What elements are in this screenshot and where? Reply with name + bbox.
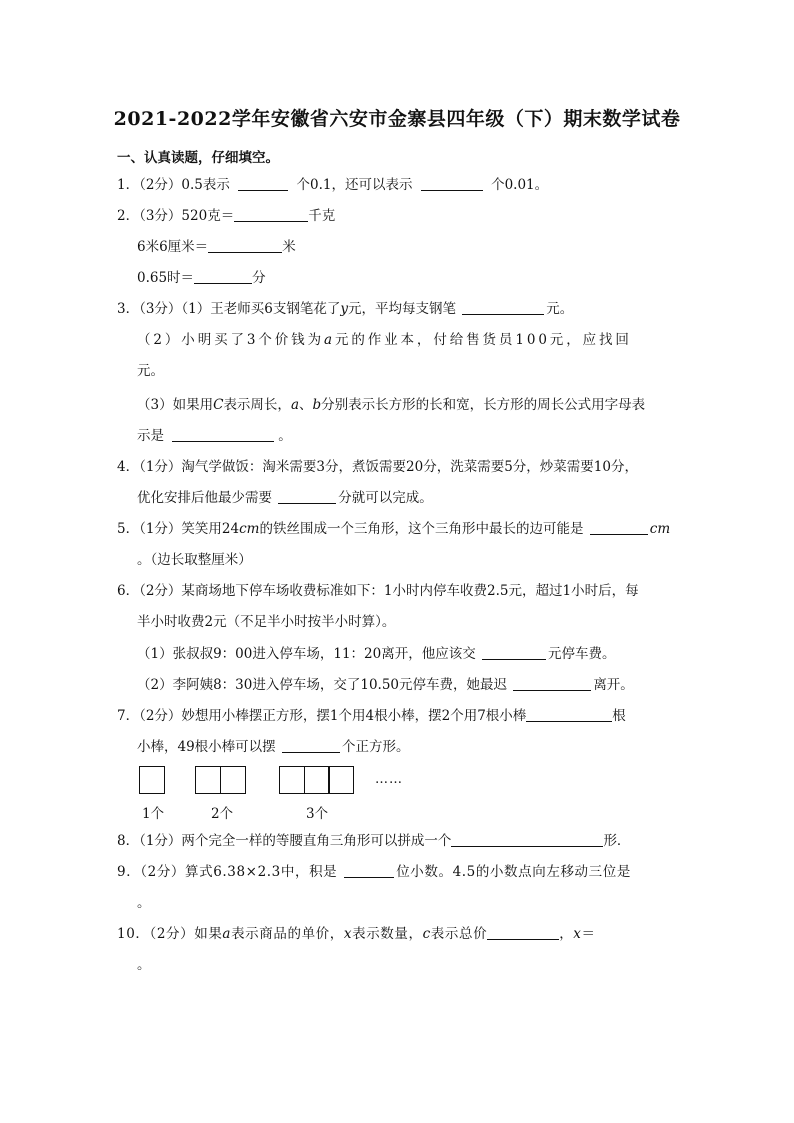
question-2c [137,268,266,288]
q6-text: （2）李阿姨8：30进入停车场，交了10.50元停车费，她最迟 [137,677,508,693]
question-1 [117,175,548,195]
figure-label: 1个 [142,806,165,822]
q3-text: （2）小明买了3个价钱为 [137,332,324,348]
variable-a: a [290,397,299,413]
answer-blank[interactable] [238,176,288,191]
q1-text: 个0.01。 [491,177,549,193]
q3-text: 表示周长， [223,397,291,413]
q7-text: 个正方形。 [341,739,410,755]
square-figure-2 [195,766,244,796]
variable-a: a [323,332,335,348]
question-3b [137,330,632,350]
square-figure-3 [279,766,353,796]
answer-blank[interactable] [421,176,483,191]
q3-text: 示是 [137,428,164,444]
q7-text: 根 [612,708,626,724]
question-6c [137,644,616,664]
question-5b [137,550,252,570]
q4-text: 4．（1分）淘气学做饭：淘米需要3分，煮饭需要20分，洗菜需要5分，炒菜需要10分， [117,459,638,475]
question-10b [137,955,151,975]
answer-blank[interactable] [278,489,336,504]
question-2b [137,237,296,257]
q10-text: 表示总价 [430,926,488,942]
q5-text: 的铁丝围成一个三角形，这个三角形中最长的边可能是 [259,521,584,537]
ellipsis: …… [375,772,403,787]
question-4b [137,488,433,508]
answer-blank[interactable] [194,269,252,284]
square [279,766,305,794]
variable-c: C [213,397,224,413]
question-3e [137,426,292,446]
question-6d [137,675,634,695]
q9-text: 9．（2分）算式6.38×2.3中，积是 [117,864,338,880]
question-3d [137,395,645,415]
q3-text: （3）如果用 [137,397,214,413]
unit-cm: cm [649,521,671,537]
q2-text: 2．（3分）520克＝ [117,208,235,224]
square [220,766,246,794]
q3-text: 3．（3分）（1）王老师买6支钢笔花了 [117,301,341,317]
answer-blank[interactable] [513,676,591,691]
unit-cm: cm [239,521,260,537]
q3-text: 分别表示长方形的长和宽，长方形的周长公式用字母表 [321,397,646,413]
answer-blank[interactable] [526,707,612,722]
question-10 [117,924,596,944]
q6-text: 半小时收费2元（不足半小时按半小时算）。 [137,614,396,630]
variable-x: x [573,926,582,942]
question-9 [117,862,631,882]
q9-text: 位小数。4.5的小数点向左移动三位是 [396,864,631,880]
q10-text: 表示数量， [352,926,423,942]
q10-text: ＝ [581,926,596,942]
variable-b: b [312,397,322,413]
answer-blank[interactable] [208,238,282,253]
variable-c: c [422,926,431,942]
q4-text: 分就可以完成。 [338,490,433,506]
q10-text: 。 [137,957,151,973]
square-figure-1 [139,766,164,796]
q6-text: （1）张叔叔9：00进入停车场，11：20离开，他应该交 [137,646,476,662]
q4-text: 优化安排后他最少需要 [137,490,272,506]
square [195,766,221,794]
q7-text: 小棒，49根小棒可以摆 [137,739,276,755]
question-3c [137,361,164,381]
question-5 [117,519,670,539]
answer-blank[interactable] [590,520,648,535]
question-6 [117,581,639,601]
q10-text: 10．（2分）如果 [117,926,223,942]
figure-label: 3个 [306,806,329,822]
q8-text: 形． [603,833,631,849]
section-heading: 一、认真读题，仔细填空。 [117,150,279,166]
question-7 [117,706,626,726]
q10-text: 表示商品的单价， [231,926,344,942]
answer-blank[interactable] [344,863,394,878]
answer-blank[interactable] [451,832,603,847]
answer-blank[interactable] [487,925,559,940]
variable-x: x [343,926,353,942]
q9-text: 。 [137,895,151,911]
question-4 [117,457,638,477]
answer-blank[interactable] [462,300,544,315]
q7-text: 7．（2分）妙想用小棒摆正方形，摆1个用4根小棒，摆2个用7根小棒 [117,708,527,724]
q3-text: 元。 [546,301,574,317]
question-8 [117,831,630,851]
q3-text: 元，平均每支钢笔 [348,301,456,317]
question-3 [117,299,573,319]
q6-text: 离开。 [593,677,634,693]
variable-a: a [222,926,232,942]
q2-text: 千克 [308,208,336,224]
question-9b [137,893,151,913]
variable-y: y [340,301,348,317]
q3-text: 。 [278,428,292,444]
question-6b [137,612,395,632]
q5-text: 5．（1分）笑笑用24 [117,521,240,537]
question-2 [117,206,335,226]
q2-text: 0.65时＝ [137,270,195,286]
q6-text: 6．（2分）某商场地下停车场收费标准如下：1小时内停车收费2.5元，超过1小时后，每 [117,583,639,599]
figure-label: 2个 [211,806,234,822]
answer-blank[interactable] [172,427,274,442]
q3-text: 元的作业本，付给售货员100元，应找回 [334,332,632,348]
square [328,766,354,794]
q6-text: 元停车费。 [548,646,616,662]
answer-blank[interactable] [282,738,340,753]
q10-text: ， [559,926,574,942]
question-7b [137,737,409,757]
q2-text: 6米6厘米＝ [137,239,209,255]
square [304,766,330,794]
q8-text: 8．（1分）两个完全一样的等腰直角三角形可以拼成一个 [117,833,452,849]
q1-text: 1．（2分）0.5表示 [117,177,230,193]
q1-text: 个0.1，还可以表示 [296,177,413,193]
q3-text: 元。 [137,363,164,379]
q2-text: 米 [282,239,296,255]
q2-text: 分 [252,270,266,286]
answer-blank[interactable] [482,645,546,660]
square [139,766,165,794]
q5-text: 。（边长取整厘米） [137,552,252,568]
page-title: 2021-2022学年安徽省六安市金寨县四年级（下）期末数学试卷 [113,108,681,130]
answer-blank[interactable] [234,207,308,222]
q3-text: 、 [299,397,313,413]
